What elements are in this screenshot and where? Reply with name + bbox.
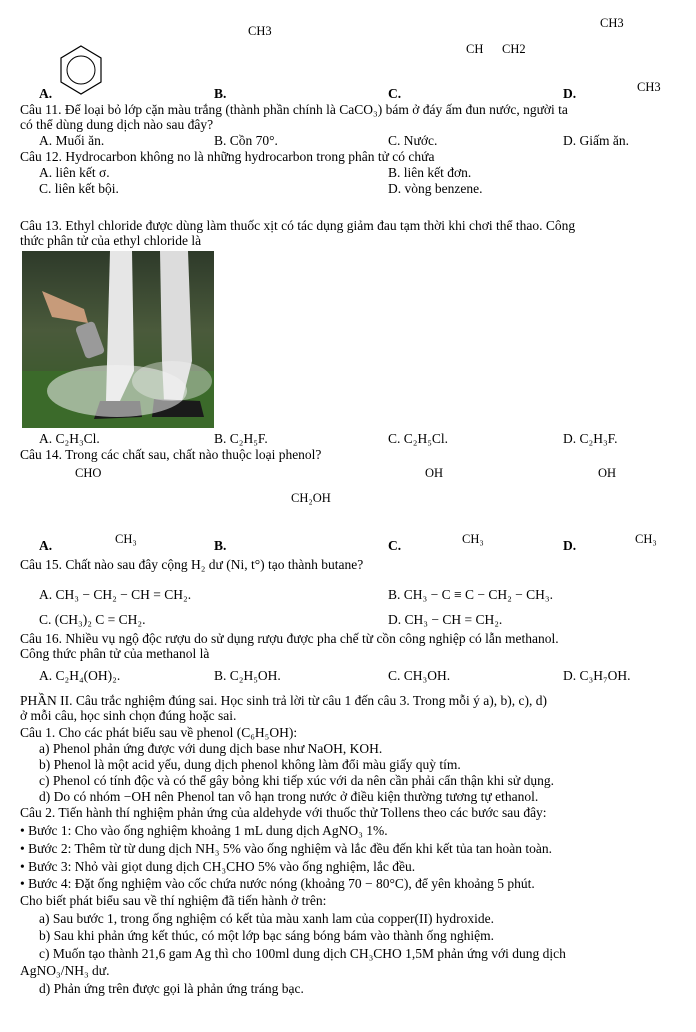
ch3-label-b: CH3 <box>248 24 272 38</box>
part2-heading-line1: PHẦN II. Câu trắc nghiệm đúng sai. Học sinh trả lời từ câu 1 đến câu 3. Trong mỗi ý a), b), c), d) <box>20 693 547 708</box>
part2-heading-line2: ở mỗi câu, học sinh chọn đúng hoặc sai. <box>20 708 237 723</box>
p2q2-intro: Cho biết phát biểu sau về thí nghiệm đã tiến hành ở trên: <box>20 893 327 908</box>
p2q2-step3: • Bước 3: Nhỏ vài giọt dung dịch CH₃CHO 5% vào ống nghiệm, lắc đều. <box>20 859 416 874</box>
p2q2-step1: • Bước 1: Cho vào ống nghiệm khoảng 1 mL dung dịch AgNO₃ 1%. <box>20 823 388 838</box>
benzene-ring-structure <box>58 44 104 96</box>
q14-oh-d: OH <box>598 466 617 480</box>
q12-option-d: D. vòng benzene. <box>388 181 483 196</box>
q14-option-b: B. <box>214 538 227 553</box>
top-option-d: D. <box>563 86 577 101</box>
p2q2-statement-c-line1: c) Muốn tạo thành 21,6 gam Ag thì cho 100ml dung dịch CH₃CHO 1,5M phản ứng với dung dịch <box>39 946 566 961</box>
q15-option-b: B. CH₃ − C ≡ C − CH₂ − CH₃. <box>388 587 553 602</box>
q13-option-d: D. C₂H₃F. <box>563 431 618 446</box>
p2q2-step4: • Bước 4: Đặt ống nghiệm vào cốc chứa nước nóng (khoảng 70 − 80°C), để yên khoảng 5 phút. <box>20 876 535 891</box>
q14-option-c: C. <box>388 538 402 553</box>
p2q1-stem: Câu 1. Cho các phát biểu sau về phenol (C₆H₅OH): <box>20 725 298 740</box>
p2q1-statement-d: d) Do có nhóm −OH nên Phenol tan vô hạn trong nước ở điều kiện thường tương tự ethanol. <box>39 789 539 804</box>
q14-stem: Câu 14. Trong các chất sau, chất nào thuộc loại phenol? <box>20 447 322 462</box>
q14-ch3-d: CH₃ <box>635 532 657 546</box>
p2q1-statement-c: c) Phenol có tính độc và có thể gây bỏng khi tiếp xúc với da nên cần phải cẩn thận khi sử dụng. <box>39 773 554 788</box>
q11-option-d: D. Giấm ăn. <box>563 133 629 148</box>
q11-option-a: A. Muối ăn. <box>39 133 105 148</box>
ch-label-c: CH <box>466 42 484 56</box>
q12-stem: Câu 12. Hydrocarbon không no là những hydrocarbon trong phân tử có chứa <box>20 149 435 164</box>
q14-oh-c: OH <box>425 466 444 480</box>
top-option-b: B. <box>214 86 227 101</box>
p2q1-statement-b: b) Phenol là một acid yếu, dung dịch phenol không làm đổi màu giấy quỳ tím. <box>39 757 461 772</box>
q12-option-a: A. liên kết σ. <box>39 165 110 180</box>
q15-stem: Câu 15. Chất nào sau đây cộng H₂ dư (Ni, t°) tạo thành butane? <box>20 557 364 572</box>
spray-photo <box>22 251 214 428</box>
q11-option-c: C. Nước. <box>388 133 438 148</box>
q12-option-c: C. liên kết bội. <box>39 181 119 196</box>
q13-stem-line2: thức phân tử của ethyl chloride là <box>20 233 202 248</box>
p2q2-statement-b: b) Sau khi phản ứng kết thúc, có một lớp bạc sáng bóng bám vào thành ống nghiệm. <box>39 928 494 943</box>
p2q2-step2: • Bước 2: Thêm từ từ dung dịch NH₃ 5% vào ống nghiệm và lắc đều đến khi kết tủa tan hoàn toàn. <box>20 841 553 856</box>
ch3-label-d-bottom: CH3 <box>637 80 661 94</box>
p2q2-statement-a: a) Sau bước 1, trong ống nghiệm có kết tủa màu xanh lam của copper(II) hydroxide. <box>39 911 494 926</box>
q15-option-d: D. CH₃ − CH = CH₂. <box>388 612 503 627</box>
ch3-label-d-top: CH3 <box>600 16 624 30</box>
q14-option-d: D. <box>563 538 577 553</box>
q16-option-c: C. CH₃OH. <box>388 668 451 683</box>
q13-option-a: A. C₂H₃Cl. <box>39 431 100 446</box>
p2q2-statement-d: d) Phản ứng trên được gọi là phản ứng tráng bạc. <box>39 981 304 996</box>
p2q2-stem: Câu 2. Tiến hành thí nghiệm phản ứng của aldehyde với thuốc thử Tollens theo các bước sau đây: <box>20 805 547 820</box>
q13-stem-line1: Câu 13. Ethyl chloride được dùng làm thuốc xịt có tác dụng giảm đau tạm thời khi chơi thể thao. Công <box>20 218 576 233</box>
q11-stem-line2: có thể dùng dung dịch nào sau đây? <box>20 117 214 132</box>
q16-option-b: B. C₂H₅OH. <box>214 668 281 683</box>
q16-option-a: A. C₂H₄(OH)₂. <box>39 668 121 683</box>
p2q2-statement-c-line2: AgNO₃/NH₃ dư. <box>20 963 110 978</box>
q14-ch3-c: CH₃ <box>462 532 484 546</box>
q16-stem-line2: Công thức phân tử của methanol là <box>20 646 210 661</box>
q12-option-b: B. liên kết đơn. <box>388 165 472 180</box>
q16-stem-line1: Câu 16. Nhiều vụ ngộ độc rượu do sử dụng rượu được pha chế từ cồn công nghiệp có lẫn methanol. <box>20 631 559 646</box>
top-option-c: C. <box>388 86 402 101</box>
q16-option-d: D. C₃H₇OH. <box>563 668 631 683</box>
q14-option-a: A. <box>39 538 53 553</box>
ch2-label-c: CH2 <box>502 42 526 56</box>
q14-ch3-a: CH₃ <box>115 532 137 546</box>
q13-option-c: C. C₂H₅Cl. <box>388 431 449 446</box>
q15-option-c: C. (CH₃)₂ C = CH₂. <box>39 612 146 627</box>
top-option-a: A. <box>39 86 53 101</box>
q13-option-b: B. C₂H₅F. <box>214 431 268 446</box>
q11-option-b: B. Cồn 70°. <box>214 133 278 148</box>
q15-option-a: A. CH₃ − CH₂ − CH = CH₂. <box>39 587 192 602</box>
q14-cho: CHO <box>75 466 102 480</box>
p2q1-statement-a: a) Phenol phản ứng được với dung dịch base như NaOH, KOH. <box>39 741 383 756</box>
q11-stem-line1: Câu 11. Để loại bỏ lớp cặn màu trắng (thành phần chính là CaCO₃) bám ở đáy ấm đun nước, người ta <box>20 102 568 117</box>
q14-ch2oh: CH₂OH <box>291 491 331 505</box>
